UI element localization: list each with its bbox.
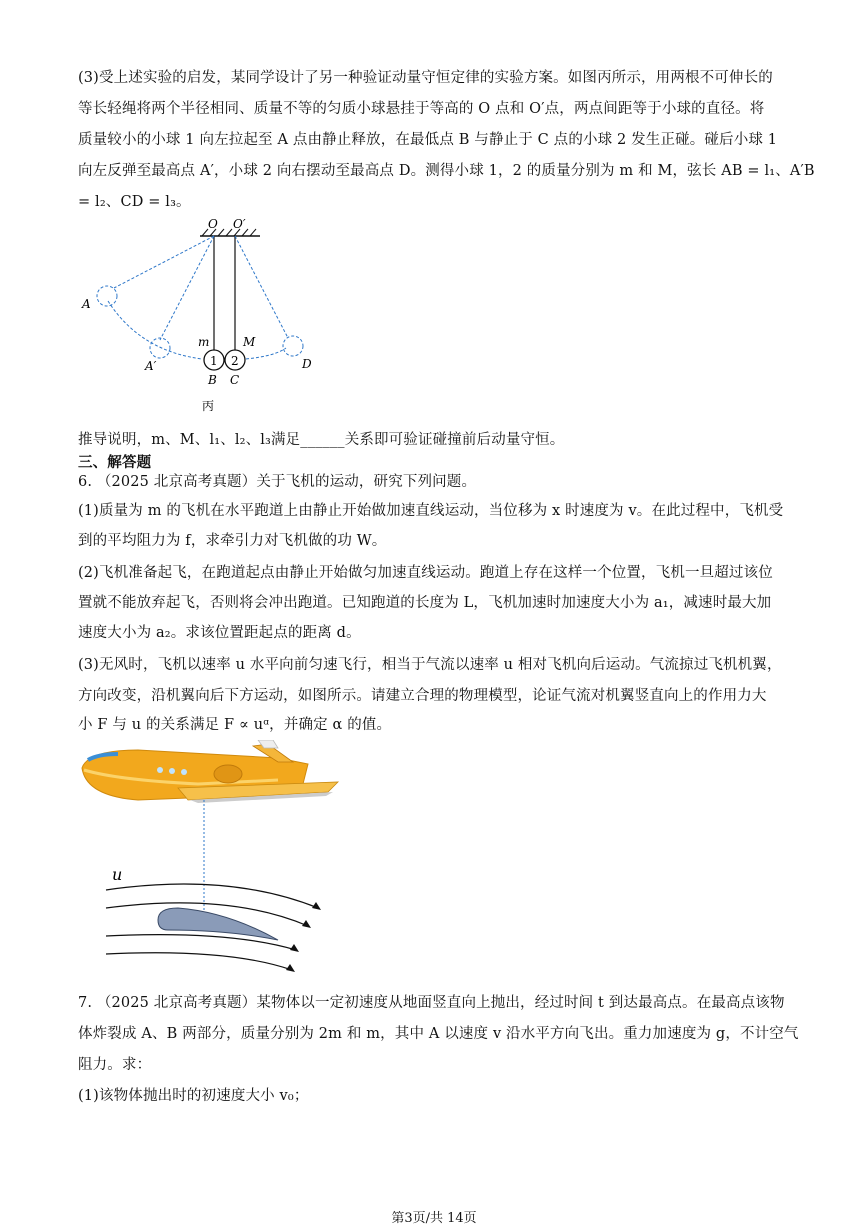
q6-part2-line-1: (2)飞机准备起飞，在跑道起点由静止开始做匀加速直线运动。跑道上存在这样一个位置，飞机一旦超过该位	[78, 565, 773, 581]
ball-1-label: 1	[210, 354, 218, 368]
q6-part3-line-2: 方向改变，沿机翼向后下方运动，如图所示。请建立合理的物理模型，论证气流对机翼竖直向上的作用力大	[78, 688, 767, 704]
q6-intro: 6. （2025 北京高考真题）关于飞机的运动，研究下列问题。	[78, 474, 477, 490]
label-B: B	[208, 373, 217, 387]
u-label: u	[112, 865, 123, 884]
q6-part1-line-1: (1)质量为 m 的飞机在水平跑道上由静止开始做加速直线运动，当位移为 x 时速度为 v。在此过程中，飞机受	[78, 503, 784, 519]
q7-line-2: 体炸裂成 A、B 两部分，质量分别为 2m 和 m，其中 A 以速度 v 沿水平方向飞出。重力加速度为 g，不计空气	[78, 1026, 799, 1042]
q7-line-3: 阻力。求：	[78, 1057, 152, 1073]
q6-part2-line-2: 置就不能放弃起飞，否则将会冲出跑道。已知跑道的长度为 L，飞机加速时加速度大小为 a₁，减速时最大加	[78, 595, 772, 611]
section-heading: 三、解答题	[78, 454, 152, 471]
q5-part3-line-4: 向左反弹至最高点 A′，小球 2 向右摆动至最高点 D。测得小球 1，2 的质量分别为 m 和 M，弦长 AB = l₁、A′B	[78, 163, 815, 179]
airplane-illustration	[82, 740, 338, 803]
label-A: A	[82, 297, 91, 311]
q6-part1-line-2: 到的平均阻力为 f，求牵引力对飞机做的功 W。	[78, 533, 387, 549]
q5-part3-line-3: 质量较小的小球 1 向左拉起至 A 点由静止释放，在最低点 B 与静止于 C 点的小球 2 发生正碰。碰后小球 1	[78, 132, 778, 148]
q6-part3-line-1: (3)无风时，飞机以速率 u 水平向前匀速飞行，相当于气流以速率 u 相对飞机向后运动。气流掠过飞机机翼，	[78, 657, 782, 673]
label-M: M	[243, 335, 256, 349]
q5-conclusion: 推导说明，m、M、l₁、l₂、l₃满足______关系即可验证碰撞前后动量守恒。	[78, 432, 565, 448]
ball-2-label: 2	[231, 354, 239, 368]
airplane-figure	[78, 740, 358, 980]
q6-part3-line-3: 小 F 与 u 的关系满足 F ∝ uᵅ，并确定 α 的值。	[78, 717, 392, 733]
q7-part1: (1)该物体抛出时的初速度大小 v₀；	[78, 1088, 309, 1104]
figure-caption: 丙	[202, 399, 215, 413]
q5-part3-line-1: (3)受上述实验的启发，某同学设计了另一种验证动量守恒定律的实验方案。如图丙所示，用两根不可伸长的	[78, 70, 773, 86]
page-footer: 第3页/共 14页	[391, 1211, 477, 1226]
q6-part2-line-3: 速度大小为 a₂。求该位置距起点的距离 d。	[78, 625, 361, 641]
label-O: O	[208, 217, 218, 231]
label-C: C	[230, 373, 240, 387]
label-A-prime: A′	[145, 359, 157, 373]
label-D: D	[302, 357, 312, 371]
label-O-prime: O′	[233, 217, 246, 231]
label-m: m	[198, 335, 210, 349]
q5-part3-line-5: = l₂、CD = l₃。	[78, 194, 191, 210]
pendulum-figure	[80, 216, 340, 416]
q7-line-1: 7. （2025 北京高考真题）某物体以一定初速度从地面竖直向上抛出，经过时间 t 到达最高点。在最高点该物	[78, 995, 785, 1011]
q5-part3-line-2: 等长轻绳将两个半径相同、质量不等的匀质小球悬挂于等高的 O 点和 O′点，两点间距等于小球的直径。将	[78, 101, 765, 117]
